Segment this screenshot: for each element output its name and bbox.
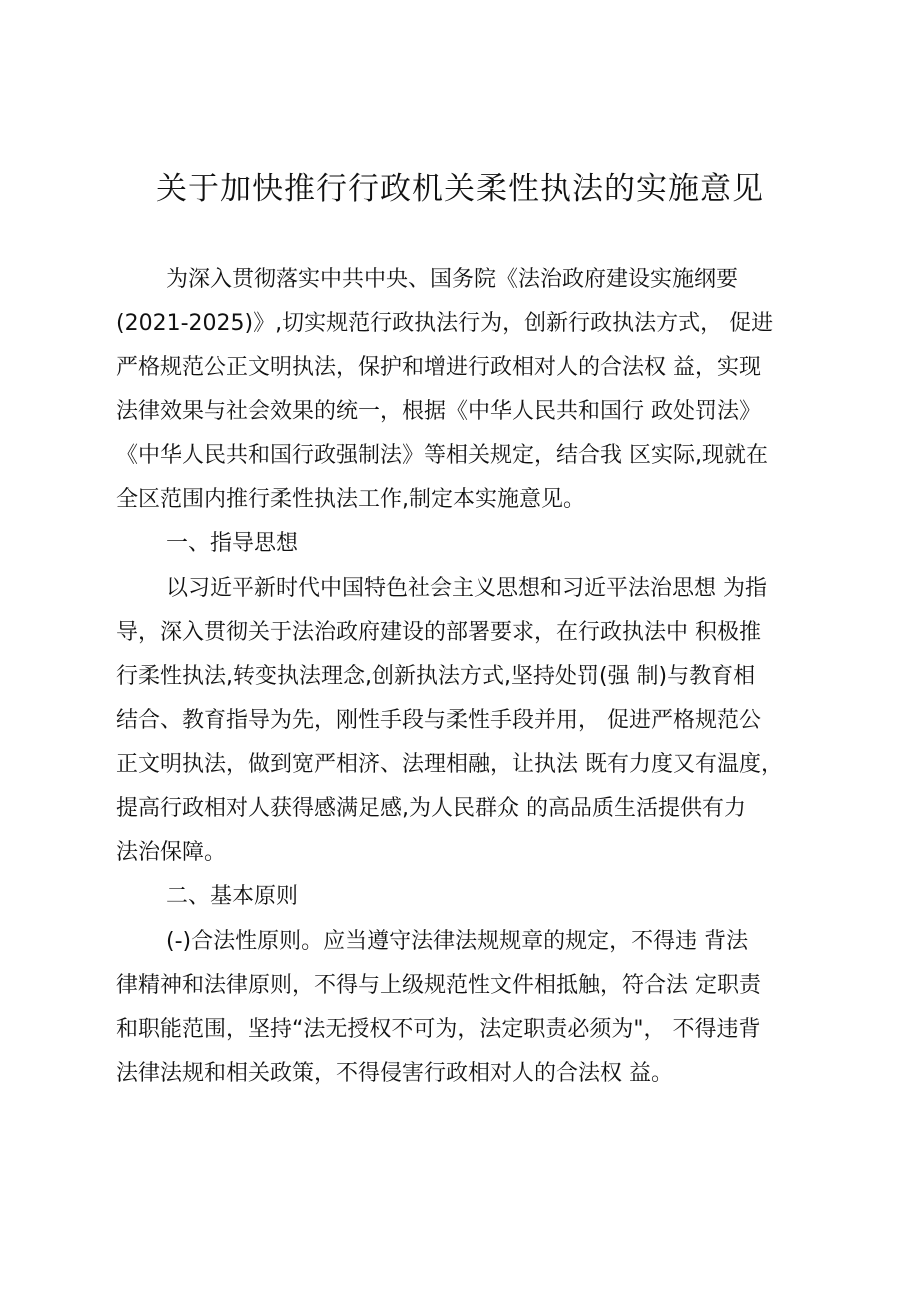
section2-line: 法律法规和相关政策，不得侵害行政相对人的合法权 益。 [116,1061,673,1086]
section1-line: 正文明执法，做到宽严相济、法理相融，让执法 既有力度又有温度， [116,752,783,777]
section2-line: 律精神和法律原则，不得与上级规范性文件相抵触，符合法 定职责 [116,973,761,998]
intro-line: (2021-2025)》,切实规范行政执法行为，创新行政执法方式， 促进 [116,311,774,336]
section1-line: 行柔性执法,转变执法理念,创新执法方式,坚持处罚(强 制)与教育相 [116,664,756,689]
section1-line: 以习近平新时代中国特色社会主义思想和习近平法治思想 为指 [166,576,767,601]
section1-line: 提高行政相对人获得感满足感,为人民群众 的高品质生活提供有力 [116,796,746,821]
section1-line: 结合、教育指导为先，刚性手段与柔性手段并用， 促进严格规范公 [116,708,761,733]
section1-line: 法治保障。 [116,840,227,865]
section1-line: 导，深入贯彻关于法治政府建设的部署要求，在行政执法中 积极推 [116,620,761,645]
intro-line: 为深入贯彻落实中共中央、国务院《法治政府建设实施纲要 [166,267,739,292]
document-title: 关于加快推行行政机关柔性执法的实施意见 [156,171,764,207]
section-heading-basic-principles: 二、基本原则 [166,884,299,909]
intro-line: 《中华人民共和国行政强制法》等相关规定，结合我 区实际,现就在 [116,443,768,468]
section2-line: (-)合法性原则。应当遵守法律法规规章的规定，不得违 背法 [166,929,749,954]
section-heading-guiding-ideology: 一、指导思想 [166,531,299,556]
intro-line: 法律效果与社会效果的统一，根据《中华人民共和国行 政处罚法》 [116,399,761,424]
section2-line: 和职能范围，坚持“法无授权不可为，法定职责必须为"， 不得违背 [116,1017,761,1042]
intro-line: 严格规范公正文明执法，保护和增进行政相对人的合法权 益，实现 [116,355,761,380]
intro-line: 全区范围内推行柔性执法工作,制定本实施意见。 [116,487,585,512]
